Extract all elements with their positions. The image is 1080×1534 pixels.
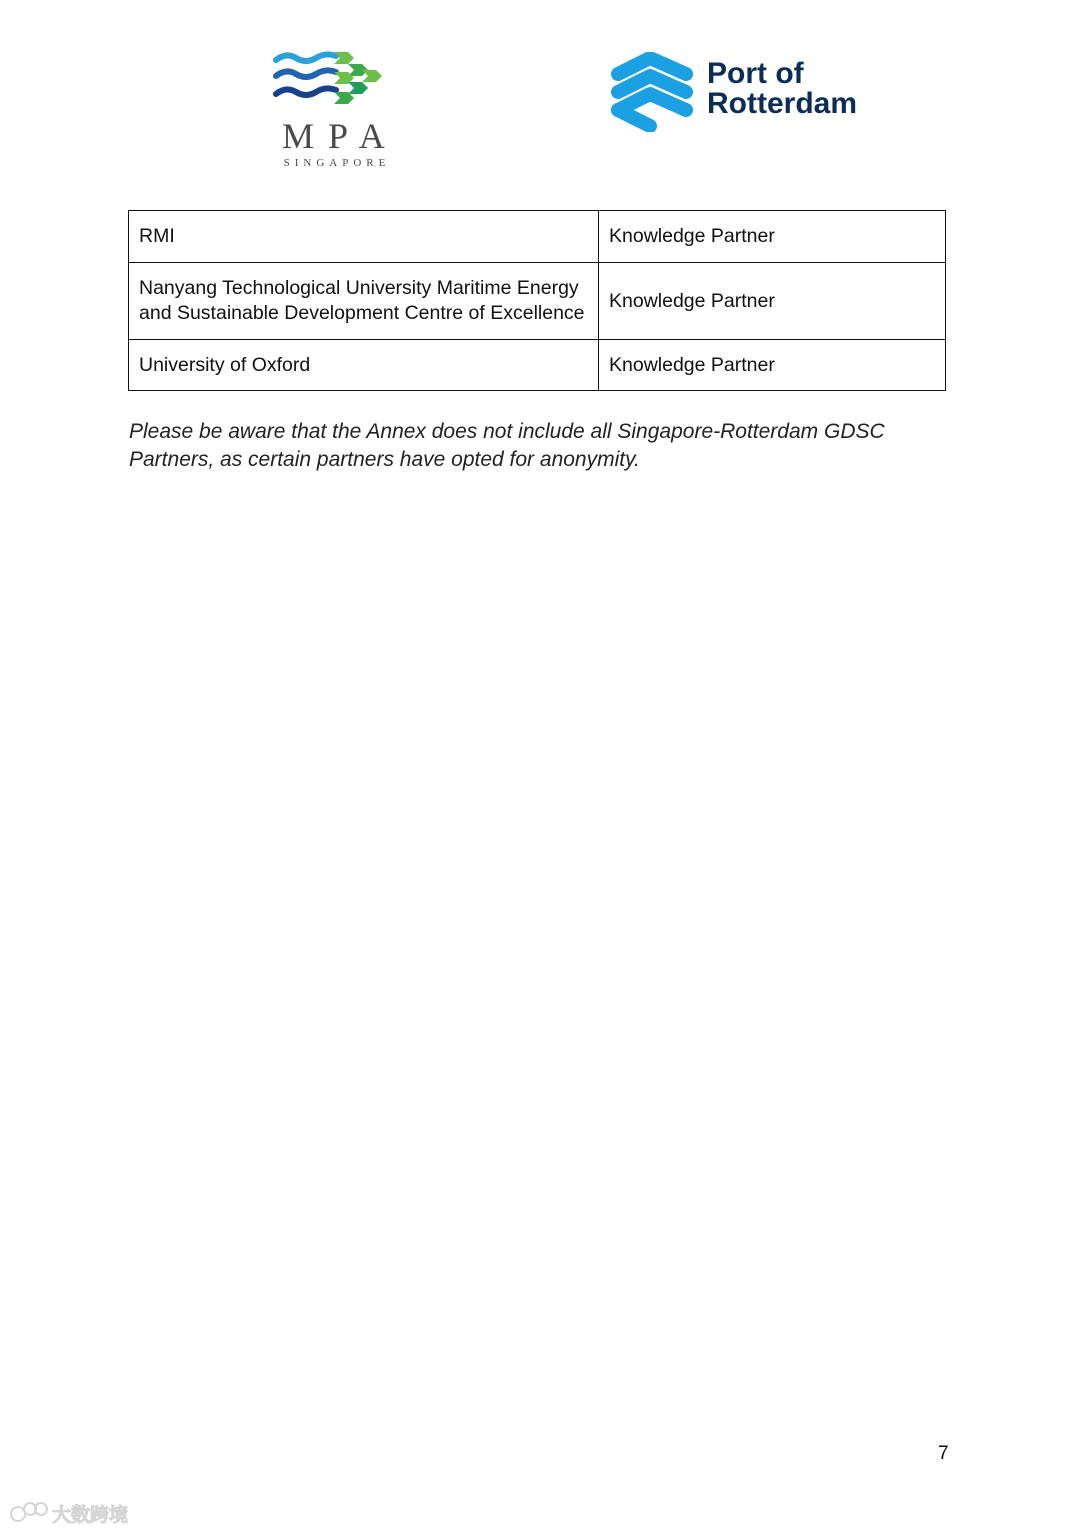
mpa-logo-title: MPA	[282, 116, 399, 156]
watermark-icon	[8, 1498, 148, 1528]
partner-name-cell: University of Oxford	[129, 340, 599, 391]
anonymity-note: Please be aware that the Annex does not include all Singapore-Rotterdam GDSC Partners, as certain partners have opted for anonymity.	[129, 420, 885, 471]
mpa-logo-subtitle: SINGAPORE	[283, 157, 391, 169]
port-logo-line1: Port of	[707, 57, 804, 90]
partner-name-cell: Nanyang Technological University Maritime Energy and Sustainable Development Centre of Excellence	[129, 263, 599, 340]
watermark-logo	[8, 1498, 148, 1528]
partner-name-cell: RMI	[129, 211, 599, 263]
mpa-waves-icon	[272, 46, 396, 112]
page-number: 7	[938, 1443, 949, 1464]
watermark-text: 大数跨境	[52, 1504, 129, 1526]
port-of-rotterdam-wordmark	[707, 59, 857, 119]
partner-role-cell: Knowledge Partner	[599, 211, 946, 263]
mpa-singapore-logo	[272, 46, 399, 176]
port-logo-line2: Rotterdam	[707, 87, 858, 120]
partners-table	[128, 210, 946, 391]
partner-role-cell: Knowledge Partner	[599, 263, 946, 340]
table-row	[129, 340, 946, 391]
port-of-rotterdam-icon	[610, 52, 694, 132]
port-of-rotterdam-logo	[610, 52, 890, 136]
table-row	[129, 211, 946, 263]
table-row	[129, 263, 946, 340]
partner-role-cell: Knowledge Partner	[599, 340, 946, 391]
